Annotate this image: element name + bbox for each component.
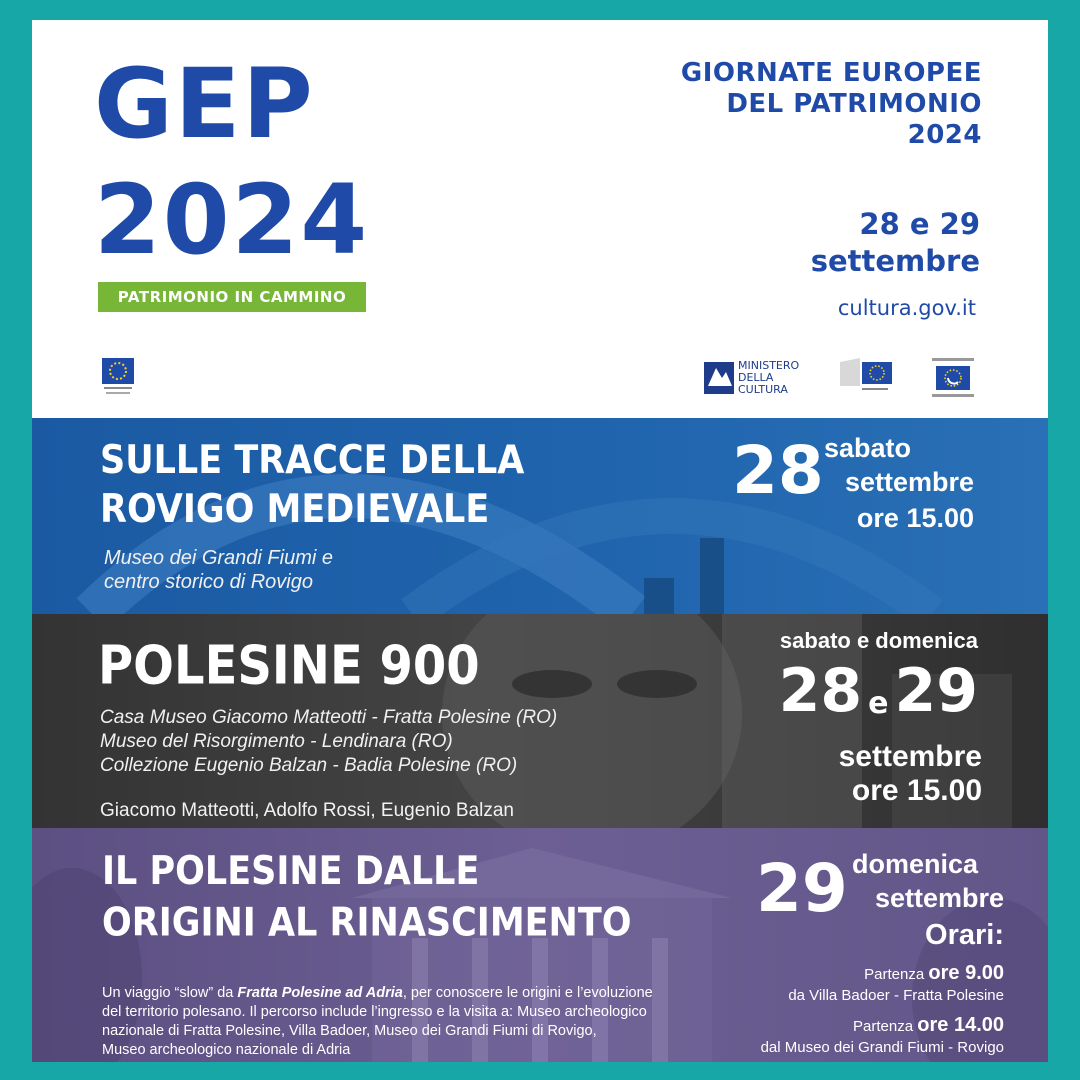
event-day: 28 <box>732 432 824 509</box>
event-days-label: sabato e domenica <box>779 628 978 653</box>
event-days <box>779 658 978 724</box>
tagline-badge: PATRIMONIO IN CAMMINO <box>98 282 366 312</box>
event-day-conj: e <box>868 686 889 721</box>
european-commission-logo-icon <box>838 356 902 400</box>
event-section-polesine-rinascimento <box>32 828 1048 1062</box>
logo-year-text: 2024 <box>94 164 370 276</box>
place-line: centro storico di Rovigo <box>104 571 313 593</box>
event-title <box>102 846 631 949</box>
website-link[interactable]: cultura.gov.it <box>837 296 976 320</box>
event-title-block <box>681 58 982 151</box>
event-weekday: domenica <box>852 849 979 879</box>
title-line: IL POLESINE DALLE <box>102 849 480 895</box>
council-of-europe-logo-icon <box>928 356 978 400</box>
event-section-rovigo-medievale <box>32 418 1048 614</box>
title-line: DEL PATRIMONIO <box>726 89 982 119</box>
ministry-name <box>738 360 799 396</box>
event-month: settembre <box>844 467 974 497</box>
departure-2 <box>761 1014 1004 1058</box>
place-line: Casa Museo Giacomo Matteotti - Fratta Polesine (RO) <box>100 707 558 728</box>
event-day: 29 <box>756 850 848 927</box>
desc-line: Museo archeologico nazionale di Adria <box>102 1042 351 1058</box>
poster-header <box>32 20 1048 418</box>
departure-line <box>761 1014 1004 1038</box>
eu-heritage-logo-icon <box>100 356 136 400</box>
desc-emphasis: Fratta Polesine ad Adria <box>237 985 403 1001</box>
desc-line: nazionale di Fratta Polesine, Villa Badoer, Museo dei Grandi Fiumi di Rovigo, <box>102 1023 597 1039</box>
departure-label: Partenza <box>864 966 929 983</box>
header-dates <box>811 206 980 280</box>
departure-1 <box>788 962 1004 1006</box>
logo-gep-text: GEP <box>94 48 315 160</box>
ministry-emblem-icon <box>704 358 736 398</box>
title-line: 2024 <box>907 120 982 150</box>
poster-frame <box>32 20 1048 1062</box>
desc-line: del territorio polesano. Il percorso include l’ingresso e la visita a: Museo archeologico <box>102 1004 647 1020</box>
event-hours-label: Orari: <box>925 919 1004 951</box>
ministry-line: DELLA <box>738 371 774 384</box>
departure-label: Partenza <box>853 1018 918 1035</box>
place-line: Museo dei Grandi Fiumi e <box>104 547 333 569</box>
event-weekday: sabato <box>824 433 912 463</box>
place-line: Collezione Eugenio Balzan - Badia Polesine (RO) <box>100 755 518 776</box>
event-places <box>100 706 557 778</box>
event-day-1: 28 <box>778 656 863 726</box>
event-people: Giacomo Matteotti, Adolfo Rossi, Eugenio Balzan <box>100 800 515 821</box>
dates-line: 28 e 29 <box>859 207 980 241</box>
title-line: GIORNATE EUROPEE <box>680 58 982 88</box>
title-line: ORIGINI AL RINASCIMENTO <box>102 900 632 946</box>
departure-from: da Villa Badoer - Fratta Polesine <box>788 987 1004 1004</box>
departure-line <box>788 962 1004 986</box>
ministry-line: CULTURA <box>738 383 788 396</box>
desc-line <box>102 984 742 1003</box>
place-line: Museo del Risorgimento - Lendinara (RO) <box>100 731 453 752</box>
ministry-culture-logo <box>704 358 816 400</box>
dates-line: settembre <box>810 244 980 278</box>
desc-text: , per conoscere le origini e l’evoluzione <box>402 985 653 1001</box>
event-time: ore 15.00 <box>856 503 974 533</box>
ministry-line: MINISTERO <box>738 359 800 372</box>
event-day-2: 29 <box>894 656 978 726</box>
event-time: ore 15.00 <box>851 774 982 807</box>
event-description <box>102 984 742 1060</box>
event-places <box>104 546 333 594</box>
departure-time: ore 14.00 <box>917 1014 1004 1036</box>
departure-from: dal Museo dei Grandi Fiumi - Rovigo <box>760 1039 1004 1056</box>
event-month: settembre <box>838 740 982 773</box>
event-title <box>100 436 524 535</box>
departure-time: ore 9.00 <box>928 962 1004 984</box>
desc-text: Un viaggio “slow” da <box>102 985 238 1001</box>
event-title: POLESINE 900 <box>98 634 480 697</box>
event-month: settembre <box>874 883 1004 913</box>
event-section-polesine-900 <box>32 614 1048 828</box>
title-line: ROVIGO MEDIEVALE <box>100 487 490 533</box>
title-line: SULLE TRACCE DELLA <box>100 438 525 484</box>
